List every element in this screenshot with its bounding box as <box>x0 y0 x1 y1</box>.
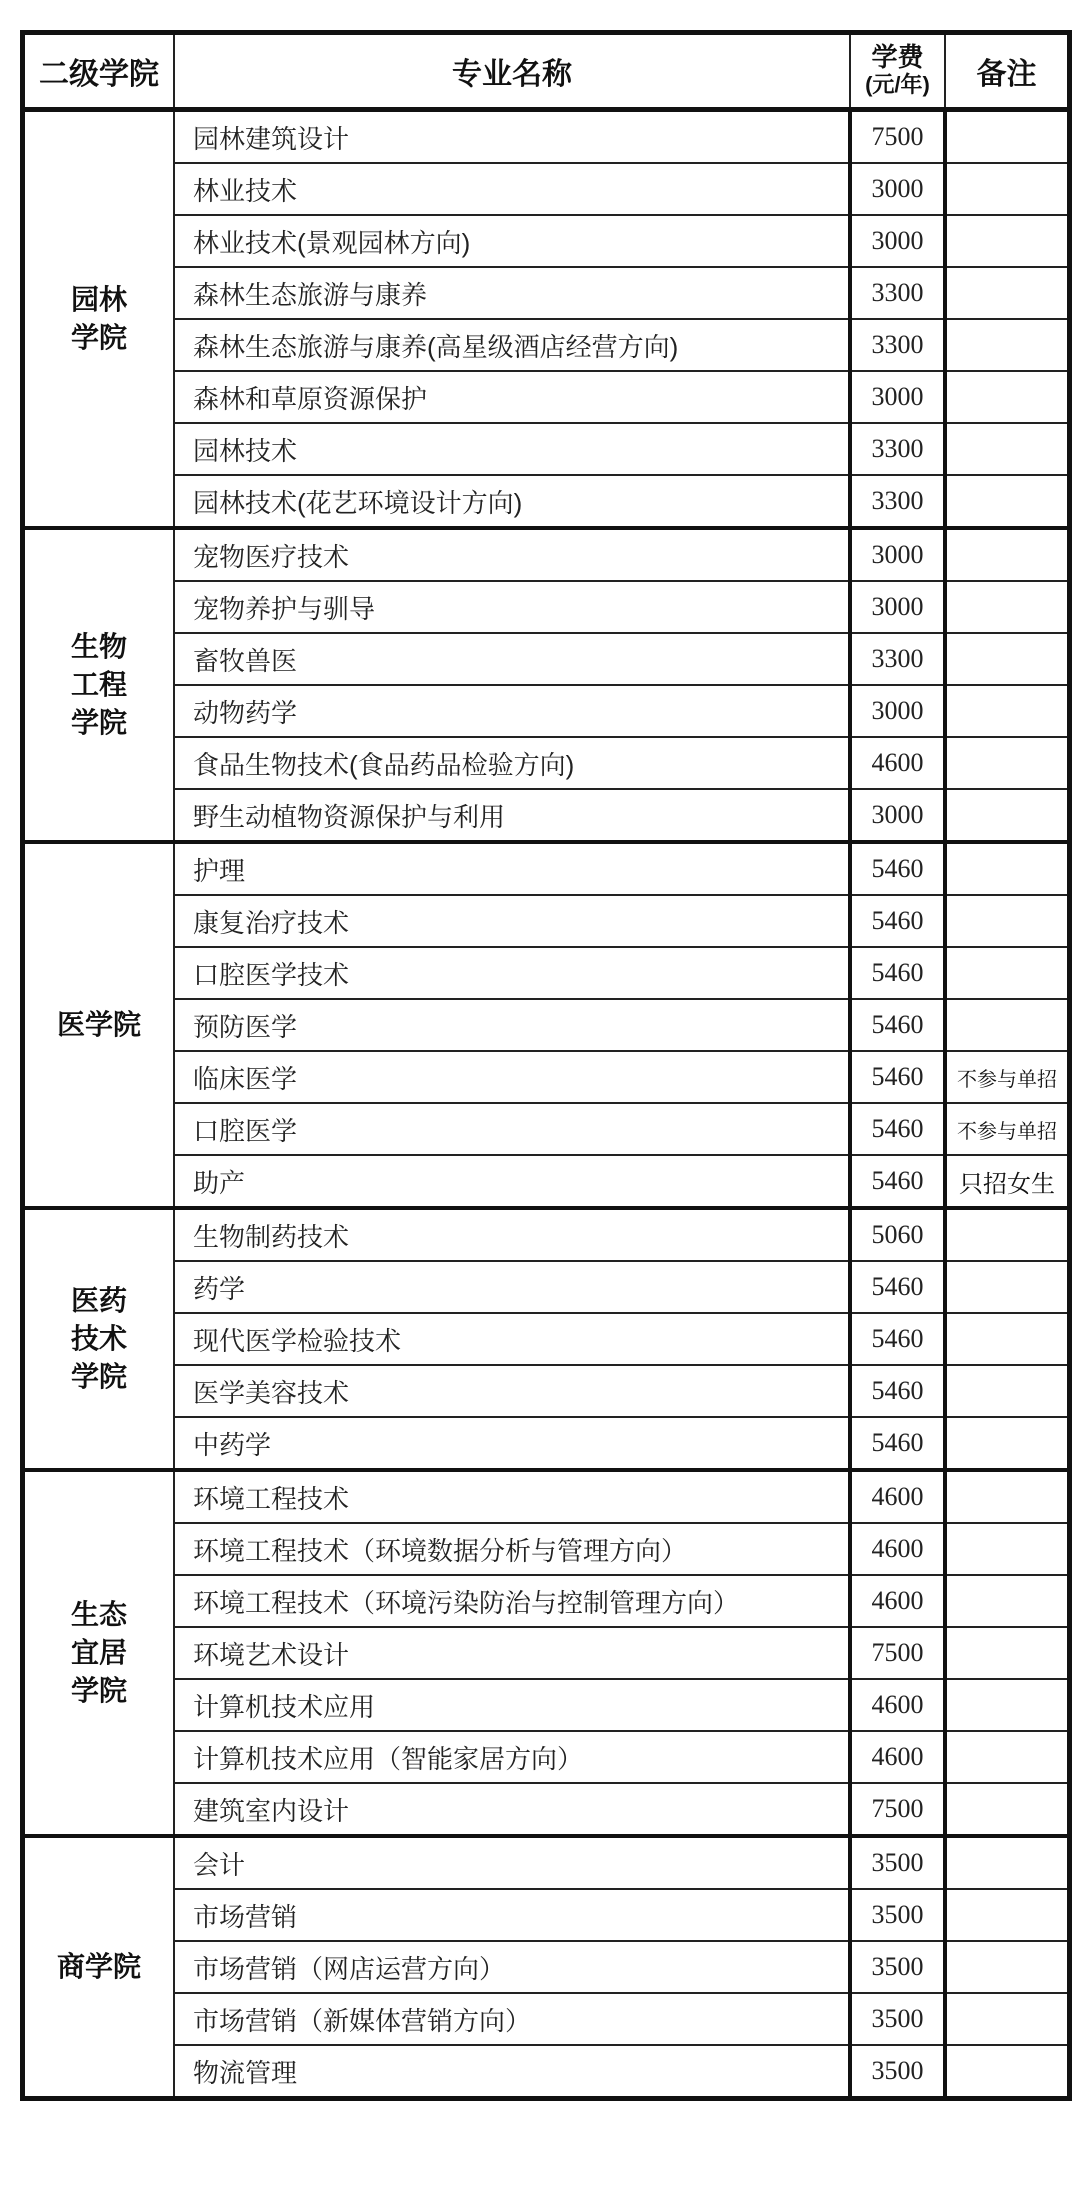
note-cell <box>945 319 1070 371</box>
major-name-cell: 助产 <box>174 1155 850 1208</box>
note-cell <box>945 685 1070 737</box>
major-name-cell: 计算机技术应用（智能家居方向） <box>174 1731 850 1783</box>
header-fee-label: 学费 <box>871 42 924 72</box>
tuition-fee-cell: 7500 <box>850 1627 945 1679</box>
table-row <box>23 319 1070 371</box>
major-name-cell: 森林生态旅游与康养 <box>174 267 850 319</box>
college-cell <box>23 110 175 529</box>
note-cell <box>945 581 1070 633</box>
college-name: 园林学院 <box>70 284 127 353</box>
major-name-cell: 环境工程技术（环境污染防治与控制管理方向） <box>174 1575 850 1627</box>
tuition-fee-cell: 4600 <box>850 1575 945 1627</box>
major-name-cell: 食品生物技术(食品药品检验方向) <box>174 737 850 789</box>
table-row <box>23 789 1070 842</box>
tuition-fee-cell: 5460 <box>850 1313 945 1365</box>
table-row <box>23 1783 1070 1836</box>
major-name-cell: 市场营销（新媒体营销方向） <box>174 1993 850 2045</box>
major-name-cell: 动物药学 <box>174 685 850 737</box>
tuition-fee-cell: 3000 <box>850 163 945 215</box>
tuition-fee-cell: 4600 <box>850 1731 945 1783</box>
table-row <box>23 528 1070 581</box>
major-name-cell: 康复治疗技术 <box>174 895 850 947</box>
tuition-fee-cell: 5460 <box>850 842 945 895</box>
major-name-cell: 宠物养护与驯导 <box>174 581 850 633</box>
major-name-cell: 环境艺术设计 <box>174 1627 850 1679</box>
note-cell <box>945 1941 1070 1993</box>
tuition-fee-cell: 3000 <box>850 215 945 267</box>
table-row <box>23 1731 1070 1783</box>
tuition-fee-cell: 3000 <box>850 581 945 633</box>
note-cell <box>945 1417 1070 1470</box>
table-row <box>23 947 1070 999</box>
major-name-cell: 医学美容技术 <box>174 1365 850 1417</box>
tuition-fee-cell: 3500 <box>850 1941 945 1993</box>
table-row <box>23 1470 1070 1523</box>
table-row <box>23 581 1070 633</box>
table-row <box>23 215 1070 267</box>
major-name-cell: 物流管理 <box>174 2045 850 2099</box>
tuition-fee-cell: 5460 <box>850 895 945 947</box>
note-cell <box>945 267 1070 319</box>
major-name-cell: 预防医学 <box>174 999 850 1051</box>
major-name-cell: 会计 <box>174 1836 850 1889</box>
table-row <box>23 2045 1070 2099</box>
header-college: 二级学院 <box>23 33 175 110</box>
tuition-fee-cell: 3300 <box>850 267 945 319</box>
table-row <box>23 1836 1070 1889</box>
college-cell <box>23 1208 175 1470</box>
table-row <box>23 1261 1070 1313</box>
tuition-fee-cell: 3000 <box>850 371 945 423</box>
table-row <box>23 1051 1070 1103</box>
tuition-fee-cell: 3500 <box>850 1993 945 2045</box>
note-cell <box>945 528 1070 581</box>
major-name-cell: 森林和草原资源保护 <box>174 371 850 423</box>
note-cell <box>945 1993 1070 2045</box>
college-name: 医学院 <box>56 1009 141 1040</box>
tuition-fee-cell: 3000 <box>850 789 945 842</box>
college-cell <box>23 1836 175 2099</box>
major-name-cell: 现代医学检验技术 <box>174 1313 850 1365</box>
header-major: 专业名称 <box>174 33 850 110</box>
tuition-fee-cell: 3300 <box>850 475 945 528</box>
tuition-fee-cell: 5460 <box>850 1261 945 1313</box>
tuition-fee-cell: 5460 <box>850 1051 945 1103</box>
table-row <box>23 1155 1070 1208</box>
major-name-cell: 园林技术 <box>174 423 850 475</box>
table-row <box>23 1941 1070 1993</box>
major-name-cell: 建筑室内设计 <box>174 1783 850 1836</box>
college-name: 医药技术学院 <box>70 1285 127 1392</box>
note-cell <box>945 1627 1070 1679</box>
tuition-fee-cell: 5460 <box>850 999 945 1051</box>
table-row <box>23 842 1070 895</box>
college-cell <box>23 528 175 842</box>
tuition-fee-cell: 3500 <box>850 2045 945 2099</box>
major-name-cell: 临床医学 <box>174 1051 850 1103</box>
note-cell: 不参与单招 <box>945 1051 1070 1103</box>
header-note: 备注 <box>945 33 1070 110</box>
header-fee-unit: (元/年) <box>865 72 930 97</box>
table-row <box>23 737 1070 789</box>
note-cell <box>945 842 1070 895</box>
note-cell <box>945 1836 1070 1889</box>
tuition-fee-cell: 3500 <box>850 1889 945 1941</box>
major-name-cell: 环境工程技术（环境数据分析与管理方向） <box>174 1523 850 1575</box>
table-row <box>23 267 1070 319</box>
major-name-cell: 林业技术 <box>174 163 850 215</box>
table-row <box>23 1313 1070 1365</box>
tuition-fee-cell: 4600 <box>850 737 945 789</box>
tuition-fee-cell: 3500 <box>850 1836 945 1889</box>
note-cell <box>945 633 1070 685</box>
note-cell <box>945 1470 1070 1523</box>
table-row <box>23 1365 1070 1417</box>
note-cell <box>945 895 1070 947</box>
table-row <box>23 475 1070 528</box>
note-cell <box>945 789 1070 842</box>
table-row <box>23 1627 1070 1679</box>
table-row <box>23 999 1070 1051</box>
note-cell <box>945 1575 1070 1627</box>
major-name-cell: 环境工程技术 <box>174 1470 850 1523</box>
major-name-cell: 市场营销 <box>174 1889 850 1941</box>
note-cell <box>945 999 1070 1051</box>
table-row <box>23 1889 1070 1941</box>
note-cell <box>945 423 1070 475</box>
major-name-cell: 园林建筑设计 <box>174 110 850 164</box>
note-cell <box>945 1523 1070 1575</box>
tuition-fee-cell: 5460 <box>850 1365 945 1417</box>
college-name: 商学院 <box>56 1951 141 1982</box>
major-name-cell: 宠物医疗技术 <box>174 528 850 581</box>
tuition-fee-cell: 5460 <box>850 1155 945 1208</box>
major-name-cell: 药学 <box>174 1261 850 1313</box>
note-cell: 不参与单招 <box>945 1103 1070 1155</box>
major-name-cell: 市场营销（网店运营方向） <box>174 1941 850 1993</box>
table-row <box>23 1208 1070 1261</box>
major-name-cell: 计算机技术应用 <box>174 1679 850 1731</box>
major-name-cell: 野生动植物资源保护与利用 <box>174 789 850 842</box>
table-row <box>23 371 1070 423</box>
tuition-fee-cell: 3300 <box>850 423 945 475</box>
table-row <box>23 1679 1070 1731</box>
tuition-fee-cell: 3300 <box>850 633 945 685</box>
note-cell <box>945 1313 1070 1365</box>
major-name-cell: 生物制药技术 <box>174 1208 850 1261</box>
header-fee <box>850 33 945 110</box>
major-name-cell: 护理 <box>174 842 850 895</box>
note-cell <box>945 1679 1070 1731</box>
note-cell <box>945 163 1070 215</box>
note-cell <box>945 1365 1070 1417</box>
major-name-cell: 中药学 <box>174 1417 850 1470</box>
major-name-cell: 园林技术(花艺环境设计方向) <box>174 475 850 528</box>
note-cell <box>945 1261 1070 1313</box>
table-row <box>23 1103 1070 1155</box>
note-cell <box>945 475 1070 528</box>
note-cell <box>945 1208 1070 1261</box>
table-row <box>23 423 1070 475</box>
table-row <box>23 163 1070 215</box>
table-row <box>23 633 1070 685</box>
major-name-cell: 畜牧兽医 <box>174 633 850 685</box>
table-row <box>23 1523 1070 1575</box>
table-body <box>23 110 1070 2099</box>
note-cell <box>945 371 1070 423</box>
college-name: 生物工程学院 <box>70 631 127 738</box>
note-cell <box>945 1889 1070 1941</box>
tuition-fee-cell: 5460 <box>850 1103 945 1155</box>
tuition-fee-cell: 5060 <box>850 1208 945 1261</box>
college-cell <box>23 1470 175 1836</box>
tuition-fee-cell: 7500 <box>850 110 945 164</box>
major-name-cell: 口腔医学技术 <box>174 947 850 999</box>
tuition-fee-cell: 5460 <box>850 1417 945 1470</box>
note-cell <box>945 737 1070 789</box>
header-row <box>23 33 1070 110</box>
table-row <box>23 1993 1070 2045</box>
college-name: 生态宜居学院 <box>70 1599 127 1706</box>
note-cell: 只招女生 <box>945 1155 1070 1208</box>
major-name-cell: 森林生态旅游与康养(高星级酒店经营方向) <box>174 319 850 371</box>
tuition-fee-cell: 4600 <box>850 1470 945 1523</box>
major-name-cell: 口腔医学 <box>174 1103 850 1155</box>
tuition-fee-cell: 4600 <box>850 1523 945 1575</box>
tuition-fee-cell: 4600 <box>850 1679 945 1731</box>
note-cell <box>945 1783 1070 1836</box>
college-cell <box>23 842 175 1208</box>
note-cell <box>945 110 1070 164</box>
tuition-table <box>20 30 1072 2101</box>
tuition-fee-cell: 3000 <box>850 528 945 581</box>
tuition-fee-cell: 7500 <box>850 1783 945 1836</box>
table-row <box>23 685 1070 737</box>
tuition-fee-cell: 5460 <box>850 947 945 999</box>
note-cell <box>945 947 1070 999</box>
table-row <box>23 895 1070 947</box>
tuition-fee-cell: 3000 <box>850 685 945 737</box>
table-row <box>23 110 1070 164</box>
note-cell <box>945 215 1070 267</box>
table-row <box>23 1417 1070 1470</box>
note-cell <box>945 2045 1070 2099</box>
tuition-fee-cell: 3300 <box>850 319 945 371</box>
major-name-cell: 林业技术(景观园林方向) <box>174 215 850 267</box>
note-cell <box>945 1731 1070 1783</box>
table-row <box>23 1575 1070 1627</box>
